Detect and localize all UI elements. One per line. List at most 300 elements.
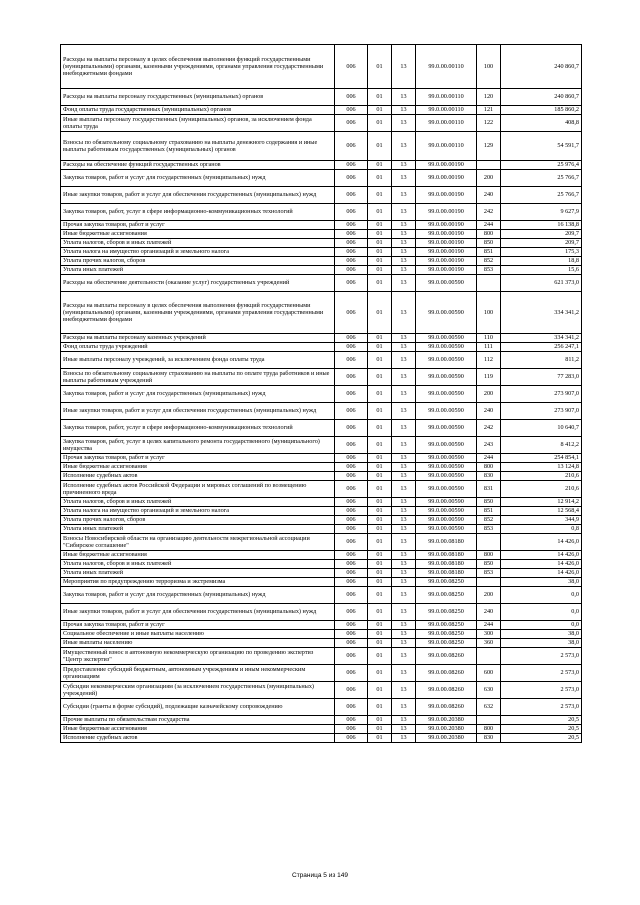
row-name-cell: Уплата иных платежей [61,569,335,578]
row-target-article-cell: 99.0.00.08250 [416,587,477,604]
row-subsection-cell: 13 [392,161,416,170]
row-target-article-cell: 99.0.00.00190 [416,257,477,266]
row-amount-cell: 25 766,7 [501,170,582,187]
row-section-cell: 01 [368,420,392,437]
row-expense-type-cell: 830 [477,734,501,743]
row-target-article-cell: 99.0.00.00590 [416,420,477,437]
row-amount-cell: 20,5 [501,716,582,725]
row-admin-code-cell: 006 [335,604,368,621]
table-row [61,115,582,132]
row-admin-code-cell: 006 [335,403,368,420]
row-target-article-cell: 99.0.00.00190 [416,170,477,187]
row-name-cell: Расходы на выплаты персоналу казенных учреждений [61,334,335,343]
table-row [61,437,582,454]
row-admin-code-cell: 006 [335,569,368,578]
row-target-article-cell: 99.0.00.00590 [416,516,477,525]
row-subsection-cell: 13 [392,275,416,292]
row-subsection-cell: 13 [392,630,416,639]
row-subsection-cell: 13 [392,437,416,454]
row-admin-code-cell: 006 [335,187,368,204]
row-admin-code-cell: 006 [335,132,368,161]
row-target-article-cell: 99.0.00.08260 [416,648,477,665]
row-subsection-cell: 13 [392,334,416,343]
row-name-cell: Иные бюджетные ассигнования [61,725,335,734]
row-name-cell: Исполнение судебных актов [61,734,335,743]
row-subsection-cell: 13 [392,386,416,403]
row-admin-code-cell: 006 [335,472,368,481]
row-name-cell: Закупка товаров, работ и услуг для государственных (муниципальных) нужд [61,386,335,403]
row-expense-type-cell: 850 [477,498,501,507]
row-section-cell: 01 [368,699,392,716]
row-section-cell: 01 [368,621,392,630]
row-amount-cell: 0,0 [501,604,582,621]
row-admin-code-cell: 006 [335,292,368,334]
row-name-cell: Субсидии (гранты в форме субсидий), подлежащие казначейскому сопровождению [61,699,335,716]
row-admin-code-cell: 006 [335,498,368,507]
table-row [61,230,582,239]
row-expense-type-cell [477,275,501,292]
row-section-cell: 01 [368,170,392,187]
table-row [61,204,582,221]
row-admin-code-cell: 006 [335,560,368,569]
row-admin-code-cell: 006 [335,386,368,403]
row-name-cell: Предоставление субсидий бюджетным, автономным учреждениям и иным некоммерческим организациям [61,665,335,682]
row-amount-cell: 13 124,8 [501,463,582,472]
row-amount-cell: 8 412,2 [501,437,582,454]
row-amount-cell: 2 573,0 [501,648,582,665]
row-subsection-cell: 13 [392,204,416,221]
row-admin-code-cell: 006 [335,463,368,472]
row-admin-code-cell: 006 [335,170,368,187]
row-subsection-cell: 13 [392,525,416,534]
row-expense-type-cell: 853 [477,266,501,275]
row-target-article-cell: 99.0.00.08250 [416,630,477,639]
row-expense-type-cell [477,578,501,587]
row-subsection-cell: 13 [392,560,416,569]
row-target-article-cell: 99.0.00.00590 [416,525,477,534]
row-target-article-cell: 99.0.00.08260 [416,682,477,699]
row-name-cell: Расходы на выплаты персоналу в целях обеспечения выполнения функций государственными (муниципальными) органами, казенными учреждениями, органами управления государственными внебюджетными фондами [61,292,335,334]
row-section-cell: 01 [368,525,392,534]
row-subsection-cell: 13 [392,551,416,560]
row-subsection-cell: 13 [392,292,416,334]
row-target-article-cell: 99.0.00.00590 [416,481,477,498]
row-subsection-cell: 13 [392,472,416,481]
row-expense-type-cell: 600 [477,665,501,682]
row-target-article-cell: 99.0.00.00590 [416,454,477,463]
row-section-cell: 01 [368,463,392,472]
row-subsection-cell: 13 [392,725,416,734]
row-admin-code-cell: 006 [335,89,368,106]
row-target-article-cell: 99.0.00.00110 [416,115,477,132]
row-target-article-cell: 99.0.00.00590 [416,437,477,454]
table-row [61,275,582,292]
row-amount-cell: 0,0 [501,621,582,630]
table-row [61,472,582,481]
row-admin-code-cell: 006 [335,630,368,639]
row-section-cell: 01 [368,682,392,699]
row-admin-code-cell: 006 [335,115,368,132]
row-section-cell: 01 [368,725,392,734]
row-subsection-cell: 13 [392,604,416,621]
row-subsection-cell: 13 [392,45,416,89]
row-expense-type-cell: 831 [477,481,501,498]
row-subsection-cell: 13 [392,369,416,386]
row-name-cell: Прочая закупка товаров, работ и услуг [61,454,335,463]
row-target-article-cell: 99.0.00.00190 [416,221,477,230]
row-section-cell: 01 [368,716,392,725]
row-subsection-cell: 13 [392,221,416,230]
row-admin-code-cell: 006 [335,204,368,221]
row-section-cell: 01 [368,89,392,106]
row-target-article-cell: 99.0.00.00590 [416,369,477,386]
row-name-cell: Иные выплаты персоналу учреждений, за исключением фонда оплаты труда [61,352,335,369]
row-target-article-cell: 99.0.00.00190 [416,266,477,275]
row-target-article-cell: 99.0.00.00190 [416,204,477,221]
row-admin-code-cell: 006 [335,257,368,266]
row-amount-cell: 38,0 [501,578,582,587]
row-target-article-cell: 99.0.00.00590 [416,463,477,472]
row-target-article-cell: 99.0.00.00110 [416,132,477,161]
row-subsection-cell: 13 [392,266,416,275]
row-target-article-cell: 99.0.00.00590 [416,498,477,507]
row-expense-type-cell: 200 [477,587,501,604]
row-subsection-cell: 13 [392,578,416,587]
table-row [61,516,582,525]
row-amount-cell: 240 860,7 [501,45,582,89]
row-target-article-cell: 99.0.00.00590 [416,334,477,343]
table-row [61,239,582,248]
row-target-article-cell: 99.0.00.00590 [416,507,477,516]
table-row [61,604,582,621]
row-name-cell: Уплата налога на имущество организаций и земельного налога [61,507,335,516]
row-amount-cell: 209,7 [501,230,582,239]
row-admin-code-cell: 006 [335,230,368,239]
row-name-cell: Прочая закупка товаров, работ и услуг [61,221,335,230]
row-section-cell: 01 [368,248,392,257]
row-admin-code-cell: 006 [335,275,368,292]
row-admin-code-cell: 006 [335,266,368,275]
row-target-article-cell: 99.0.00.00590 [416,343,477,352]
row-target-article-cell: 99.0.00.00110 [416,45,477,89]
row-admin-code-cell: 006 [335,481,368,498]
row-subsection-cell: 13 [392,507,416,516]
table-row [61,699,582,716]
row-expense-type-cell [477,534,501,551]
row-subsection-cell: 13 [392,115,416,132]
row-amount-cell: 10 640,7 [501,420,582,437]
row-section-cell: 01 [368,560,392,569]
row-admin-code-cell: 006 [335,352,368,369]
row-amount-cell: 273 907,0 [501,403,582,420]
row-amount-cell: 12 568,4 [501,507,582,516]
row-admin-code-cell: 006 [335,334,368,343]
row-amount-cell: 621 373,0 [501,275,582,292]
row-admin-code-cell: 006 [335,621,368,630]
row-name-cell: Фонд оплаты труда учреждений [61,343,335,352]
row-section-cell: 01 [368,507,392,516]
row-section-cell: 01 [368,604,392,621]
row-expense-type-cell: 111 [477,343,501,352]
row-admin-code-cell: 006 [335,525,368,534]
row-amount-cell: 0,8 [501,525,582,534]
budget-table [60,44,582,743]
row-admin-code-cell: 006 [335,161,368,170]
row-admin-code-cell: 006 [335,725,368,734]
row-subsection-cell: 13 [392,481,416,498]
row-name-cell: Расходы на обеспечение деятельности (оказание услуг) государственных учреждений [61,275,335,292]
table-row [61,569,582,578]
row-amount-cell: 38,0 [501,639,582,648]
row-section-cell: 01 [368,665,392,682]
row-target-article-cell: 99.0.00.08250 [416,604,477,621]
row-admin-code-cell: 006 [335,665,368,682]
table-row [61,257,582,266]
row-admin-code-cell: 006 [335,516,368,525]
row-expense-type-cell: 122 [477,115,501,132]
table-row [61,639,582,648]
row-admin-code-cell: 006 [335,437,368,454]
row-admin-code-cell: 006 [335,239,368,248]
row-section-cell: 01 [368,454,392,463]
table-row [61,551,582,560]
row-section-cell: 01 [368,481,392,498]
table-row [61,463,582,472]
row-section-cell: 01 [368,516,392,525]
row-subsection-cell: 13 [392,639,416,648]
row-subsection-cell: 13 [392,403,416,420]
row-subsection-cell: 13 [392,248,416,257]
row-section-cell: 01 [368,472,392,481]
row-target-article-cell: 99.0.00.08260 [416,699,477,716]
row-subsection-cell: 13 [392,463,416,472]
table-row [61,648,582,665]
row-target-article-cell: 99.0.00.00590 [416,292,477,334]
row-admin-code-cell: 006 [335,648,368,665]
row-name-cell: Имущественный взнос в автономную некоммерческую организацию по проведению экспертиз "Центр экспертиз" [61,648,335,665]
row-amount-cell: 2 573,0 [501,682,582,699]
row-name-cell: Иные бюджетные ассигнования [61,463,335,472]
row-name-cell: Расходы на выплаты персоналу государственных (муниципальных) органов [61,89,335,106]
row-admin-code-cell: 006 [335,248,368,257]
table-row [61,621,582,630]
table-row [61,454,582,463]
table-row [61,386,582,403]
table-row [61,170,582,187]
row-target-article-cell: 99.0.00.00190 [416,248,477,257]
row-name-cell: Уплата налогов, сборов и иных платежей [61,560,335,569]
row-subsection-cell: 13 [392,621,416,630]
table-row [61,630,582,639]
row-section-cell: 01 [368,437,392,454]
table-row [61,292,582,334]
row-section-cell: 01 [368,115,392,132]
row-section-cell: 01 [368,106,392,115]
budget-table-container [60,44,581,743]
row-target-article-cell: 99.0.00.00190 [416,161,477,170]
row-section-cell: 01 [368,352,392,369]
row-target-article-cell: 99.0.00.08250 [416,621,477,630]
row-section-cell: 01 [368,403,392,420]
row-section-cell: 01 [368,161,392,170]
row-admin-code-cell: 006 [335,716,368,725]
table-row [61,481,582,498]
row-name-cell: Уплата налогов, сборов и иных платежей [61,239,335,248]
row-amount-cell: 38,0 [501,630,582,639]
table-row [61,403,582,420]
row-amount-cell: 256 247,1 [501,343,582,352]
row-subsection-cell: 13 [392,230,416,239]
row-amount-cell: 25 976,4 [501,161,582,170]
row-name-cell: Взносы по обязательному социальному страхованию на выплаты денежного содержания и иные выплаты работникам государственных (муниципальных) органов [61,132,335,161]
row-subsection-cell: 13 [392,89,416,106]
row-target-article-cell: 99.0.00.08250 [416,578,477,587]
row-expense-type-cell: 120 [477,89,501,106]
row-expense-type-cell: 100 [477,292,501,334]
row-name-cell: Уплата прочих налогов, сборов [61,257,335,266]
row-target-article-cell: 99.0.00.00590 [416,352,477,369]
row-expense-type-cell: 240 [477,604,501,621]
row-name-cell: Уплата налога на имущество организаций и земельного налога [61,248,335,257]
row-name-cell: Уплата иных платежей [61,266,335,275]
row-subsection-cell: 13 [392,648,416,665]
row-subsection-cell: 13 [392,170,416,187]
row-name-cell: Расходы на обеспечение функций государственных органов [61,161,335,170]
row-subsection-cell: 13 [392,106,416,115]
row-expense-type-cell: 240 [477,187,501,204]
row-expense-type-cell: 630 [477,682,501,699]
row-section-cell: 01 [368,187,392,204]
row-amount-cell: 240 860,7 [501,89,582,106]
table-row [61,734,582,743]
row-section-cell: 01 [368,275,392,292]
row-name-cell: Иные бюджетные ассигнования [61,230,335,239]
row-section-cell: 01 [368,569,392,578]
row-name-cell: Прочая закупка товаров, работ и услуг [61,621,335,630]
row-name-cell: Уплата иных платежей [61,525,335,534]
row-subsection-cell: 13 [392,734,416,743]
row-expense-type-cell: 110 [477,334,501,343]
row-subsection-cell: 13 [392,343,416,352]
table-row [61,507,582,516]
row-name-cell: Закупка товаров, работ и услуг для государственных (муниципальных) нужд [61,170,335,187]
row-section-cell: 01 [368,630,392,639]
row-section-cell: 01 [368,266,392,275]
row-amount-cell: 344,9 [501,516,582,525]
row-amount-cell: 209,7 [501,239,582,248]
row-subsection-cell: 13 [392,665,416,682]
row-section-cell: 01 [368,498,392,507]
row-subsection-cell: 13 [392,420,416,437]
row-admin-code-cell: 006 [335,343,368,352]
table-row [61,578,582,587]
row-section-cell: 01 [368,230,392,239]
row-amount-cell: 334 341,2 [501,292,582,334]
row-admin-code-cell: 006 [335,682,368,699]
row-expense-type-cell: 830 [477,472,501,481]
row-subsection-cell: 13 [392,516,416,525]
row-amount-cell: 18,8 [501,257,582,266]
row-target-article-cell: 99.0.00.08250 [416,639,477,648]
row-name-cell: Уплата прочих налогов, сборов [61,516,335,525]
row-name-cell: Уплата налогов, сборов и иных платежей [61,498,335,507]
row-name-cell: Иные закупки товаров, работ и услуг для обеспечения государственных (муниципальных) нужд [61,604,335,621]
row-target-article-cell: 99.0.00.00110 [416,89,477,106]
row-section-cell: 01 [368,257,392,266]
row-name-cell: Взносы Новосибирской области на организацию деятельности межрегиональной ассоциации "Сибирское соглашение" [61,534,335,551]
row-section-cell: 01 [368,734,392,743]
row-target-article-cell: 99.0.00.00590 [416,472,477,481]
row-admin-code-cell: 006 [335,699,368,716]
row-admin-code-cell: 006 [335,106,368,115]
row-expense-type-cell: 800 [477,725,501,734]
row-admin-code-cell: 006 [335,45,368,89]
row-name-cell: Взносы по обязательному социальному страхованию на выплаты по оплате труда работников и иные выплаты работникам учреждений [61,369,335,386]
row-amount-cell: 9 627,9 [501,204,582,221]
row-section-cell: 01 [368,45,392,89]
row-section-cell: 01 [368,648,392,665]
row-admin-code-cell: 006 [335,587,368,604]
row-expense-type-cell: 850 [477,560,501,569]
row-expense-type-cell: 244 [477,454,501,463]
row-name-cell: Расходы на выплаты персоналу в целях обеспечения выполнения функций государственными (муниципальными) органами, казенными учреждениями, органами управления государственными внебюджетными фондами [61,45,335,89]
row-name-cell: Закупка товаров, работ, услуг в сфере информационно-коммуникационных технологий [61,204,335,221]
row-amount-cell: 20,5 [501,725,582,734]
row-amount-cell: 811,2 [501,352,582,369]
page-footer: Страница 5 из 149 [292,872,348,879]
row-name-cell: Иные бюджетные ассигнования [61,551,335,560]
row-section-cell: 01 [368,132,392,161]
row-expense-type-cell [477,648,501,665]
row-admin-code-cell: 006 [335,639,368,648]
row-name-cell: Закупка товаров, работ, услуг в сфере информационно-коммуникационных технологий [61,420,335,437]
row-subsection-cell: 13 [392,132,416,161]
table-row [61,587,582,604]
table-row [61,716,582,725]
row-name-cell: Иные закупки товаров, работ и услуг для обеспечения государственных (муниципальных) нужд [61,403,335,420]
row-section-cell: 01 [368,343,392,352]
row-expense-type-cell: 244 [477,221,501,230]
row-subsection-cell: 13 [392,498,416,507]
row-section-cell: 01 [368,578,392,587]
row-target-article-cell: 99.0.00.00190 [416,230,477,239]
row-subsection-cell: 13 [392,257,416,266]
row-target-article-cell: 99.0.00.08180 [416,551,477,560]
row-amount-cell: 54 591,7 [501,132,582,161]
table-row [61,352,582,369]
row-expense-type-cell: 129 [477,132,501,161]
row-amount-cell: 408,8 [501,115,582,132]
table-row [61,248,582,257]
row-amount-cell: 14 426,0 [501,569,582,578]
row-name-cell: Исполнение судебных актов Российской Федерации и мировых соглашений по возмещению причиненного вреда [61,481,335,498]
row-admin-code-cell: 006 [335,221,368,230]
row-target-article-cell: 99.0.00.08180 [416,560,477,569]
row-expense-type-cell: 240 [477,403,501,420]
row-expense-type-cell: 300 [477,630,501,639]
row-amount-cell: 210,6 [501,472,582,481]
row-amount-cell: 20,5 [501,734,582,743]
row-amount-cell: 25 766,7 [501,187,582,204]
table-row [61,534,582,551]
row-admin-code-cell: 006 [335,369,368,386]
row-target-article-cell: 99.0.00.00590 [416,275,477,292]
row-name-cell: Иные выплаты персоналу государственных (муниципальных) органов, за исключением фонда оплаты труда [61,115,335,132]
table-row [61,725,582,734]
row-expense-type-cell: 119 [477,369,501,386]
table-row [61,89,582,106]
table-row [61,665,582,682]
